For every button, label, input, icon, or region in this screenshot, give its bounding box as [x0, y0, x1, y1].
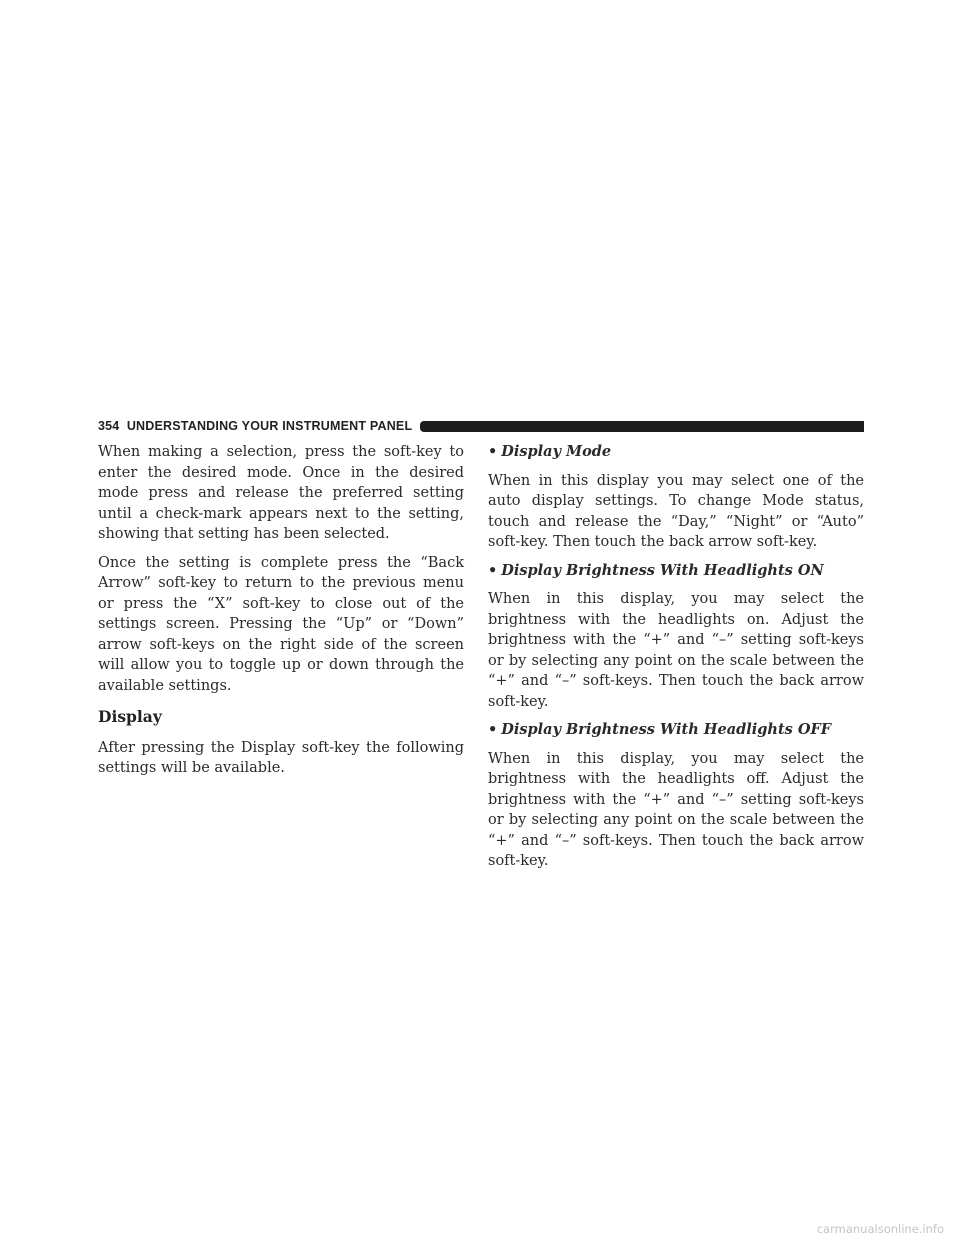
header-rule	[420, 421, 864, 432]
running-header	[98, 419, 420, 433]
bullet-dot: •	[488, 561, 498, 579]
watermark: carmanualsonline.info	[816, 1222, 944, 1236]
page-header	[98, 416, 864, 436]
bullet-dot: •	[488, 443, 498, 460]
bullet-dot: •	[488, 721, 498, 738]
paragraph-back-arrow: Once the setting is complete press the “Back Arrow” soft-key to return to the previous menu or press the “X” soft-key to close out of the settings screen. Pressing the “Up” or “Down” arrow soft-keys on the right side of the screen will allow you to toggle up or down through the available settings.	[98, 554, 464, 694]
bullet-title: Display Mode	[501, 443, 612, 460]
bullet-display-mode	[488, 442, 864, 463]
paragraph-display-mode: When in this display you may select one of the auto display settings. To change Mode status, touch and release the “Day,” “Night” or “Auto” soft-key. Then touch the back arrow soft-key.	[488, 472, 864, 550]
right-column	[488, 442, 864, 880]
section-heading-display: Display	[98, 707, 162, 726]
paragraph-brightness-on: When in this display, you may select the brightness with the headlights on. Adjust the brightness with the “+” and “–” setting soft-keys or by selecting any point on the scale between the “+” and “–” soft-keys. Then touch the back arrow soft-key.	[488, 591, 864, 710]
page-number: 354	[98, 419, 120, 433]
paragraph-display-intro: After pressing the Display soft-key the following settings will be available.	[98, 739, 464, 776]
paragraph-brightness-off: When in this display, you may select the brightness with the headlights off. Adjust the brightness with the “+” and “–” setting soft-keys or by selecting any point on the scale between the “+” and “–” soft-keys. Then touch the back arrow soft-key.	[488, 750, 864, 869]
left-column	[98, 442, 464, 787]
bullet-brightness-on	[488, 561, 864, 582]
section-title: UNDERSTANDING YOUR INSTRUMENT PANEL	[126, 419, 413, 433]
bullet-brightness-off	[488, 720, 864, 741]
bullet-title: Display Brightness With Headlights ON	[501, 561, 824, 579]
paragraph-selection: When making a selection, press the soft-key to enter the desired mode. Once in the desired mode press and release the preferred setting until a check-mark appears next to the setting, showing that setting has been selected.	[98, 444, 464, 542]
bullet-title: Display Brightness With Headlights OFF	[501, 721, 832, 738]
